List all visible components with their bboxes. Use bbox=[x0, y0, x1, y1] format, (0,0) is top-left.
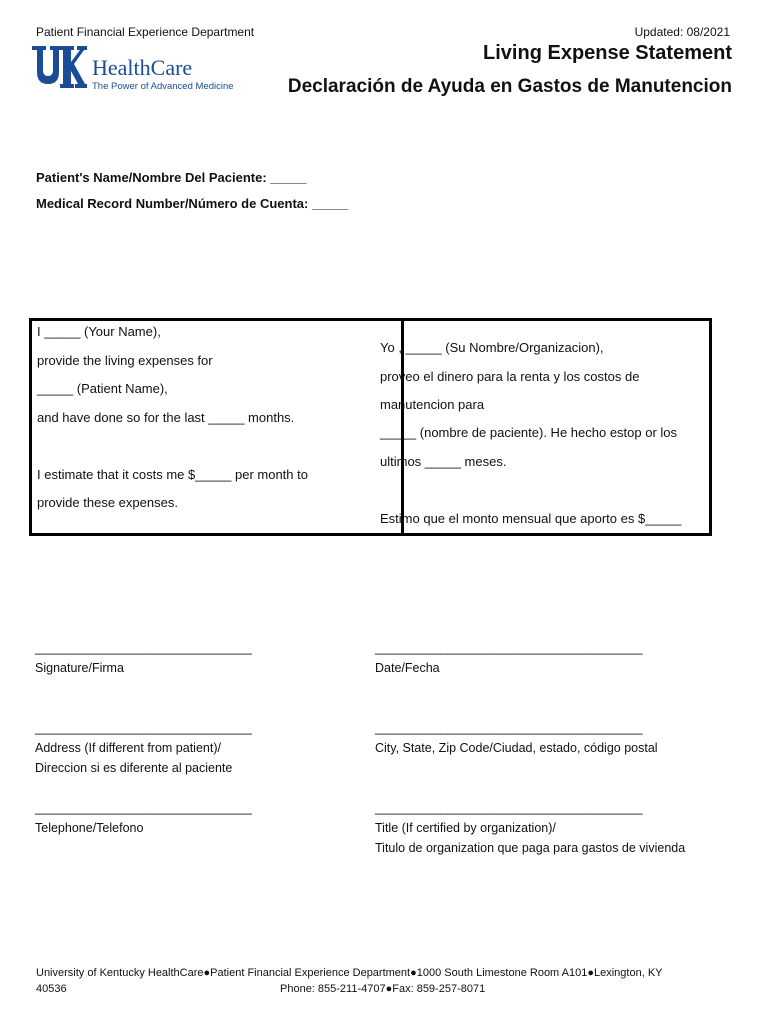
telephone-label: Telephone/Telefono bbox=[35, 821, 144, 835]
medical-record-number-field: Medical Record Number/Número de Cuenta: _____ bbox=[36, 196, 349, 211]
address-label: Address (If different from patient)/ bbox=[35, 741, 221, 755]
department-name: Patient Financial Experience Department bbox=[36, 25, 255, 39]
form-title-spanish: Declaración de Ayuda en Gastos de Manutencion bbox=[287, 76, 732, 97]
es-line-5: ultimos _____ meses. bbox=[380, 454, 507, 469]
en-line-3: _____ (Patient Name), bbox=[37, 381, 168, 396]
es-line-6: Estimo que el monto mensual que aporto es $_____ bbox=[380, 511, 682, 526]
telephone-line: ______________________________ bbox=[35, 800, 252, 815]
title-label: Title (If certified by organization)/ bbox=[375, 821, 556, 835]
footer-phone-fax: Phone: 855-211-4707●Fax: 859-257-8071 bbox=[280, 983, 486, 995]
title-label-spanish: Titulo de organization que paga para gastos de vivienda bbox=[375, 841, 686, 855]
es-line-2: proveo el dinero para la renta y los costos de bbox=[380, 369, 640, 384]
es-line-4: _____ (nombre de paciente). He hecho estop or los bbox=[380, 425, 678, 440]
en-line-6: provide these expenses. bbox=[37, 495, 178, 510]
address-label-spanish: Direccion si es diferente al paciente bbox=[35, 761, 233, 775]
form-title-english: Living Expense Statement bbox=[483, 42, 732, 64]
city-label: City, State, Zip Code/Ciudad, estado, código postal bbox=[375, 741, 658, 755]
en-line-2: provide the living expenses for bbox=[37, 353, 213, 368]
es-line-1: Yo , _____ (Su Nombre/Organizacion), bbox=[380, 340, 604, 355]
patient-name-field: Patient's Name/Nombre Del Paciente: _____ bbox=[36, 170, 307, 185]
updated-date: Updated: 08/2021 bbox=[634, 25, 730, 39]
en-line-4: and have done so for the last _____ months. bbox=[37, 410, 295, 425]
en-line-5: I estimate that it costs me $_____ per month to bbox=[37, 467, 308, 482]
en-line-1: I _____ (Your Name), bbox=[37, 324, 161, 339]
logo-tagline: The Power of Advanced Medicine bbox=[92, 81, 234, 92]
footer-zip: 40536 bbox=[36, 983, 67, 995]
statement-box bbox=[29, 318, 712, 536]
uk-logo-mark bbox=[30, 44, 88, 90]
address-line: ______________________________ bbox=[35, 720, 252, 735]
signature-line: ______________________________ bbox=[35, 640, 252, 655]
date-line: _____________________________________ bbox=[375, 640, 643, 655]
city-line: _____________________________________ bbox=[375, 720, 643, 735]
date-label: Date/Fecha bbox=[375, 661, 440, 675]
signature-label: Signature/Firma bbox=[35, 661, 124, 675]
logo-wordmark: HealthCare bbox=[92, 55, 193, 80]
title-line: _____________________________________ bbox=[375, 800, 643, 815]
footer-address: University of Kentucky HealthCare●Patient Financial Experience Department●1000 South Limestone Room A101●Lexington, KY bbox=[36, 967, 663, 979]
es-line-3: manutencion para bbox=[380, 397, 485, 412]
footer bbox=[36, 965, 696, 997]
